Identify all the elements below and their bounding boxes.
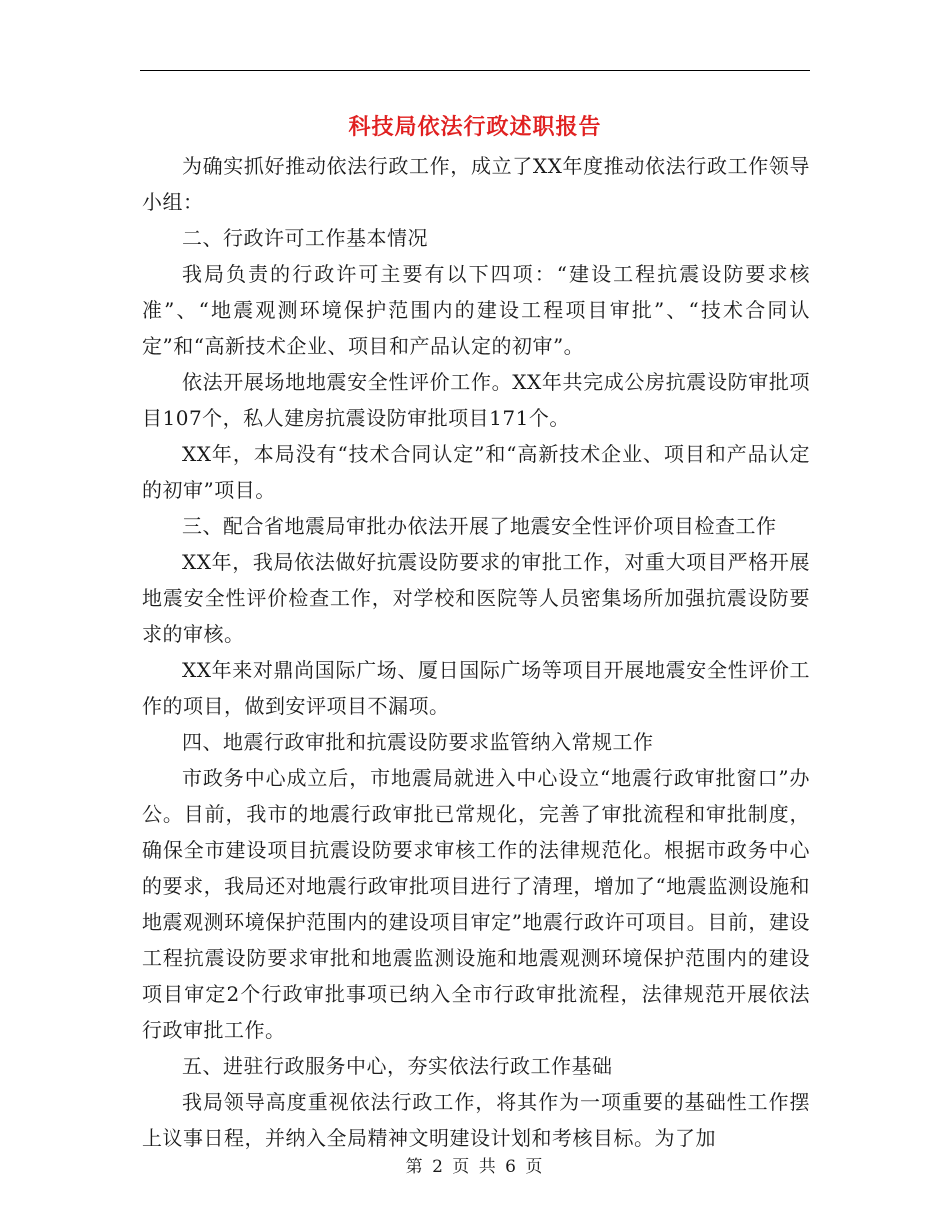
- document-body: [142, 148, 810, 1156]
- paragraph: 我局领导高度重视依法行政工作，将其作为一项重要的基础性工作摆上议事日程，并纳入全局精神文明建设计划和考核目标。为了加: [142, 1090, 810, 1150]
- paragraph: 为确实抓好推动依法行政工作，成立了XX年度推动依法行政工作领导小组：: [142, 154, 810, 214]
- paragraph: XX年，本局没有“技术合同认定”和“高新技术企业、项目和产品认定的初审”项目。: [142, 442, 810, 502]
- document-title: 科技局依法行政述职报告: [348, 114, 602, 140]
- paragraph: XX年，我局依法做好抗震设防要求的审批工作，对重大项目严格开展地震安全性评价检查工作，对学校和医院等人员密集场所加强抗震设防要求的审核。: [142, 550, 810, 646]
- page-footer: 第 2 页 共 6 页: [405, 1157, 545, 1177]
- paragraph: XX年来对鼎尚国际广场、厦日国际广场等项目开展地震安全性评价工作的项目，做到安评项目不漏项。: [142, 658, 810, 718]
- header-rule: [140, 70, 810, 71]
- paragraph: 我局负责的行政许可主要有以下四项：“建设工程抗震设防要求核准”、“地震观测环境保护范围内的建设工程项目审批”、“技术合同认定”和“高新技术企业、项目和产品认定的初审”。: [142, 262, 810, 358]
- section-heading: 二、行政许可工作基本情况: [182, 226, 428, 250]
- paragraph: 依法开展场地地震安全性评价工作。XX年共完成公房抗震设防审批项目107个，私人建房抗震设防审批项目171个。: [142, 370, 810, 430]
- section-heading: 四、地震行政审批和抗震设防要求监管纳入常规工作: [182, 730, 654, 754]
- paragraph: 市政务中心成立后，市地震局就进入中心设立“地震行政审批窗口”办公。目前，我市的地震行政审批已常规化，完善了审批流程和审批制度，确保全市建设项目抗震设防要求审核工作的法律规范化。根据市政务中心的要求，我局还对地震行政审批项目进行了清理，增加了“地震监测设施和地震观测环境保护范围内的建设项目审定”地震行政许可项目。目前，建设工程抗震设防要求审批和地震监测设施和地震观测环境保护范围内的建设项目审定2个行政审批事项已纳入全市行政审批流程，法律规范开展依法行政审批工作。: [142, 766, 810, 1042]
- section-heading: 三、配合省地震局审批办依法开展了地震安全性评价项目检查工作: [182, 514, 777, 538]
- section-heading: 五、进驻行政服务中心，夯实依法行政工作基础: [182, 1054, 613, 1078]
